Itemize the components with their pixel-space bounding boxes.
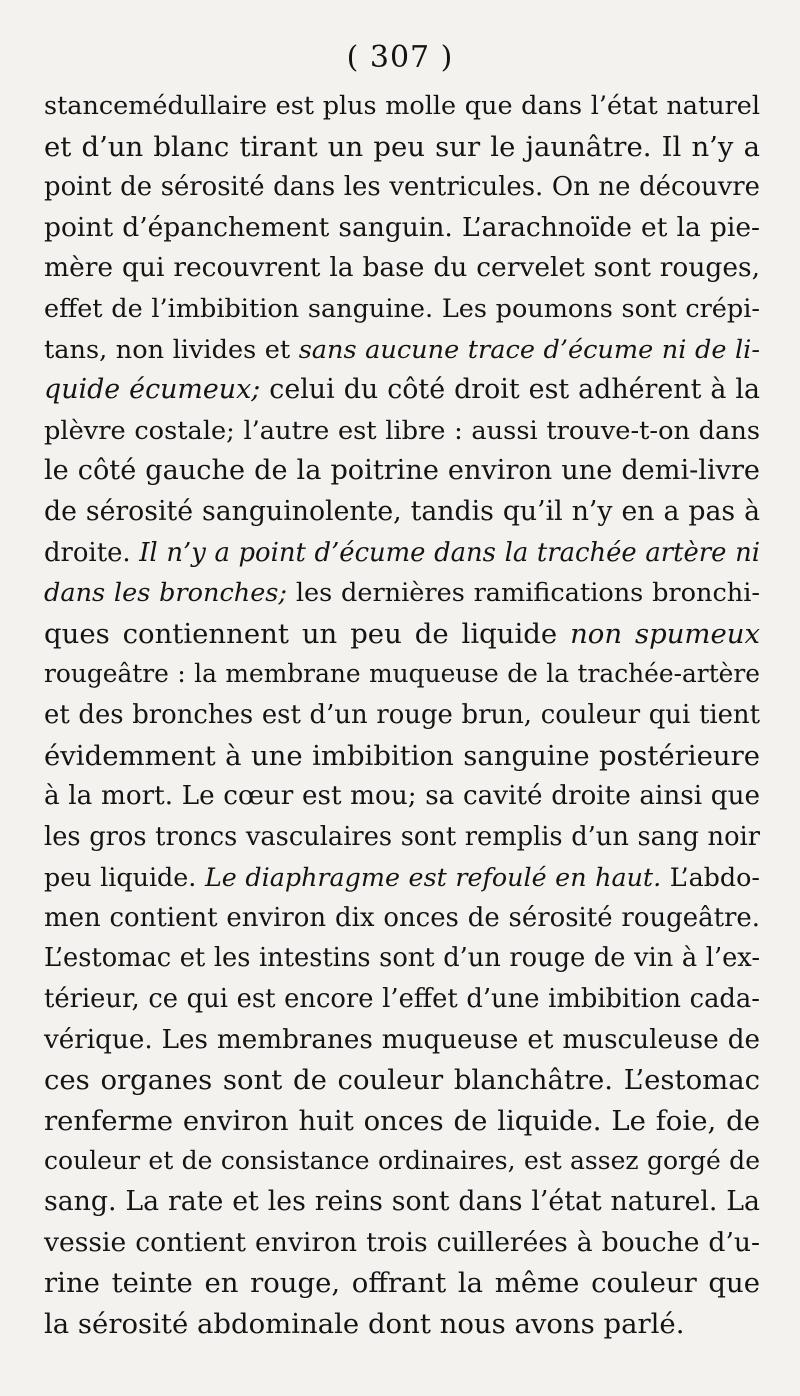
- text-line: [44, 938, 760, 979]
- text-line: [44, 330, 760, 371]
- italic-text-segment: non spumeux: [570, 617, 760, 650]
- text-segment: vérique. Les membranes muqueuse et musculeuse de: [44, 1024, 760, 1055]
- text-segment: tans, non livides et: [44, 334, 299, 365]
- text-segment: à la mort. Le cœur est mou; sa cavité droite ainsi que: [44, 781, 760, 812]
- text-segment: évidemment à une imbibition sanguine postérieure: [44, 739, 760, 772]
- text-line: [44, 86, 760, 127]
- text-segment: L’estomac et les intestins sont d’un rouge de vin à l’ex-: [44, 943, 760, 974]
- text-segment: droite.: [44, 537, 140, 568]
- text-line: [44, 411, 760, 452]
- text-segment: rougeâtre : la membrane muqueuse de la trachée-artère: [44, 659, 760, 689]
- text-line: [44, 776, 760, 817]
- text-line: [44, 167, 760, 208]
- text-line: [44, 1020, 760, 1061]
- text-line: [44, 533, 760, 574]
- text-line: [44, 573, 760, 614]
- text-segment: et des bronches est d’un rouge brun, couleur qui tient: [44, 699, 760, 730]
- text-line: [44, 1263, 760, 1304]
- text-line: [44, 1223, 760, 1264]
- text-line: [44, 492, 760, 533]
- text-line: [44, 451, 760, 492]
- text-segment: ques contiennent un peu de liquide: [44, 617, 571, 650]
- text-segment: point d’épanchement sanguin. L’arachnoïde et la pie-: [44, 211, 760, 243]
- italic-text-segment: dans les bronches;: [44, 578, 288, 609]
- text-line: [44, 1101, 760, 1142]
- text-segment: L’abdo-: [661, 862, 760, 893]
- text-line: [44, 1304, 760, 1345]
- text-segment: rine teinte en rouge, offrant la même couleur que: [44, 1267, 760, 1300]
- text-line: [44, 857, 760, 898]
- text-line: [44, 370, 760, 411]
- text-line: [44, 1182, 760, 1223]
- text-segment: stancemédullaire est plus molle que dans l’état naturel: [44, 91, 760, 121]
- text-segment: renferme environ huit onces de liquide. Le foie, de: [44, 1104, 760, 1137]
- text-line: [44, 208, 760, 249]
- text-line: [44, 654, 760, 695]
- text-segment: térieur, ce qui est encore l’effet d’une imbibition cada-: [44, 984, 760, 1015]
- italic-text-segment: quide écumeux;: [44, 374, 261, 406]
- italic-text-segment: Le diaphragme est refoulé en haut.: [204, 862, 662, 893]
- text-line: [44, 1141, 760, 1182]
- text-segment: plèvre costale; l’autre est libre : aussi trouve-t-on dans: [44, 415, 760, 446]
- text-segment: de sérosité sanguinolente, tandis qu’il n’y en a pas à: [44, 495, 760, 527]
- text-segment: les dernières ramifications bronchi-: [287, 578, 760, 609]
- text-segment: la sérosité abdominale dont nous avons parlé.: [44, 1307, 685, 1340]
- text-line: [44, 614, 760, 655]
- page-number: ( 307 ): [346, 40, 454, 75]
- text-line: [44, 1060, 760, 1101]
- italic-text-segment: Il n’y a point d’écume dans la trachée artère ni: [139, 537, 760, 568]
- text-line: [44, 289, 760, 330]
- text-line: [44, 127, 760, 168]
- text-segment: effet de l’imbibition sanguine. Les poumons sont crépi-: [44, 293, 760, 324]
- italic-text-segment: sans aucune trace d’écume ni de li-: [298, 334, 760, 365]
- text-line: [44, 979, 760, 1020]
- text-segment: vessie contient environ trois cuillerées à bouche d’u-: [44, 1226, 760, 1258]
- text-segment: sang. La rate et les reins sont dans l’état naturel. La: [44, 1186, 760, 1218]
- text-segment: celui du côté droit est adhérent à la: [260, 374, 760, 406]
- text-line: [44, 898, 760, 939]
- text-segment: ces organes sont de couleur blanchâtre. L’estomac: [44, 1064, 760, 1097]
- text-segment: point de sérosité dans les ventricules. On ne découvre: [44, 172, 760, 203]
- text-segment: le côté gauche de la poitrine environ une demi-livre: [44, 455, 760, 487]
- body-text: [44, 86, 760, 1344]
- text-line: [44, 817, 760, 858]
- text-segment: les gros troncs vasculaires sont remplis d’un sang noir: [44, 821, 760, 852]
- text-line: [44, 736, 760, 777]
- text-segment: couleur et de consistance ordinaires, est assez gorgé de: [44, 1146, 760, 1176]
- text-line: [44, 248, 760, 289]
- text-segment: men contient environ dix onces de sérosité rougeâtre.: [44, 902, 760, 933]
- text-segment: mère qui recouvrent la base du cervelet sont rouges,: [44, 252, 760, 284]
- text-segment: peu liquide.: [44, 862, 205, 893]
- text-line: [44, 695, 760, 736]
- text-segment: et d’un blanc tirant un peu sur le jaunâtre. Il n’y a: [44, 130, 760, 163]
